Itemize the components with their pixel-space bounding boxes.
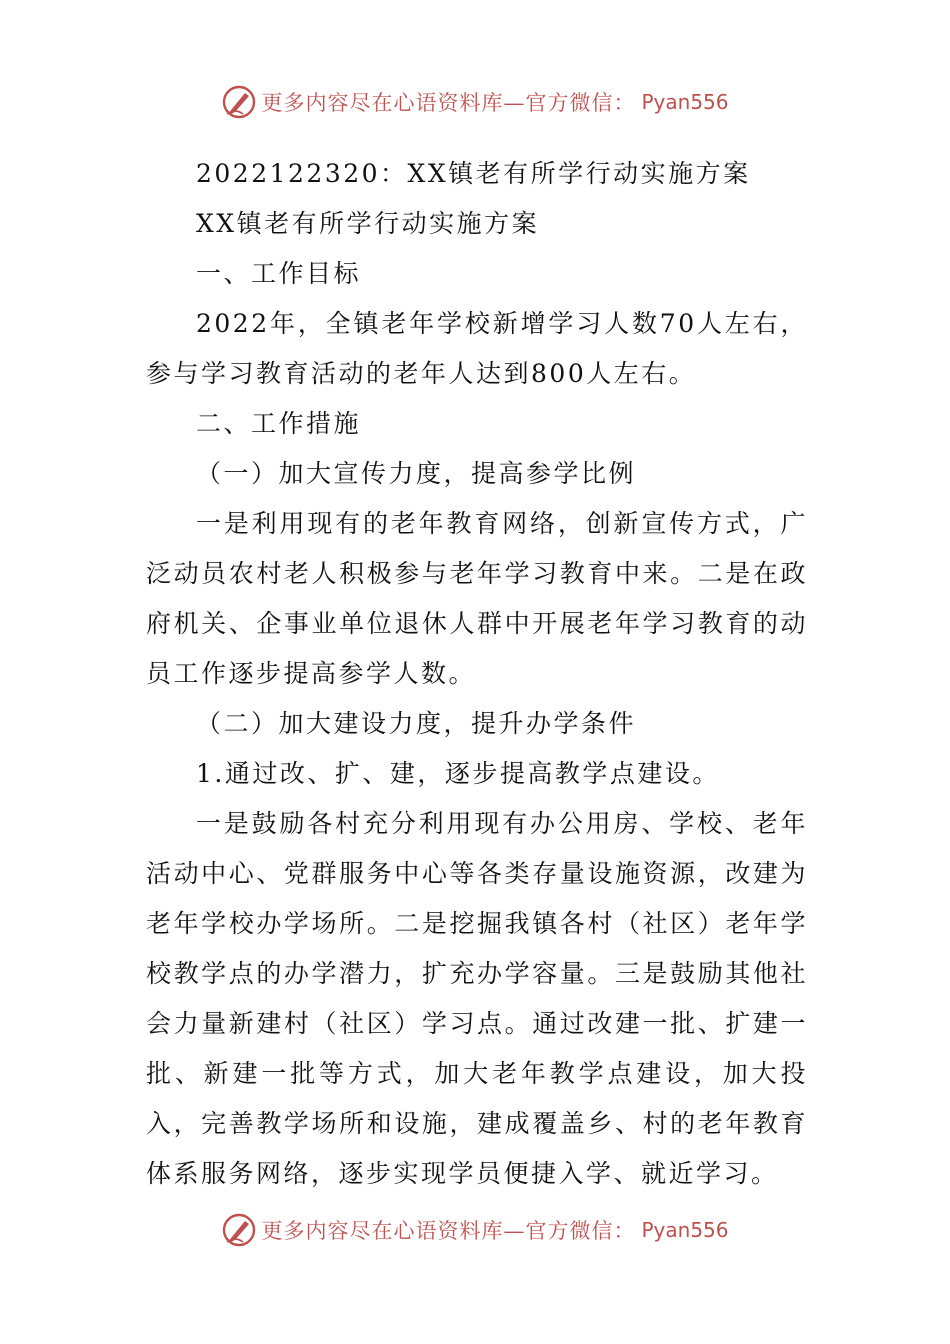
watermark-wechat-id: Pyan556 [641,90,729,114]
paragraph-publicity: 一是利用现有的老年教育网络，创新宣传方式，广泛动员农村老人积极参与老年学习教育中来。二是在政府机关、企事业单位退休人群中开展老年学习教育的动员工作逐步提高参学人数。 [146,509,808,688]
section-heading-goals: 一、工作目标 [196,259,362,288]
item-construction-1: 1.通过改、扩、建，逐步提高教学点建设。 [196,759,720,788]
pen-logo-icon [221,1212,257,1248]
pen-logo-icon [221,84,257,120]
watermark-wechat-id: Pyan556 [641,1218,729,1242]
watermark-text: 更多内容尽在心语资料库—官方微信： [261,91,636,115]
document-title: XX镇老有所学行动实施方案 [196,209,540,238]
document-body [146,149,808,1199]
paragraph-goals: 2022年，全镇老年学校新增学习人数70人左右，参与学习教育活动的老年人达到800人左右。 [146,309,808,388]
subheading-construction: （二）加大建设力度，提升办学条件 [196,709,637,738]
watermark-banner-bottom [0,1208,950,1252]
section-heading-measures: 二、工作措施 [196,409,362,438]
watermark-banner-top [0,80,950,124]
subheading-publicity: （一）加大宣传力度，提高参学比例 [196,459,637,488]
paragraph-construction: 一是鼓励各村充分利用现有办公用房、学校、老年活动中心、党群服务中心等各类存量设施资源，改建为老年学校办学场所。二是挖掘我镇各村（社区）老年学校教学点的办学潜力，扩充办学容量。三是鼓励其他社会力量新建村（社区）学习点。通过改建一批、扩建一批、新建一批等方式，加大老年教学点建设，加大投入，完善教学场所和设施，建成覆盖乡、村的老年教育体系服务网络，逐步实现学员便捷入学、就近学习。 [146,809,808,1188]
document-header-line: 2022122320：XX镇老有所学行动实施方案 [196,159,751,188]
watermark-text: 更多内容尽在心语资料库—官方微信： [261,1219,636,1243]
